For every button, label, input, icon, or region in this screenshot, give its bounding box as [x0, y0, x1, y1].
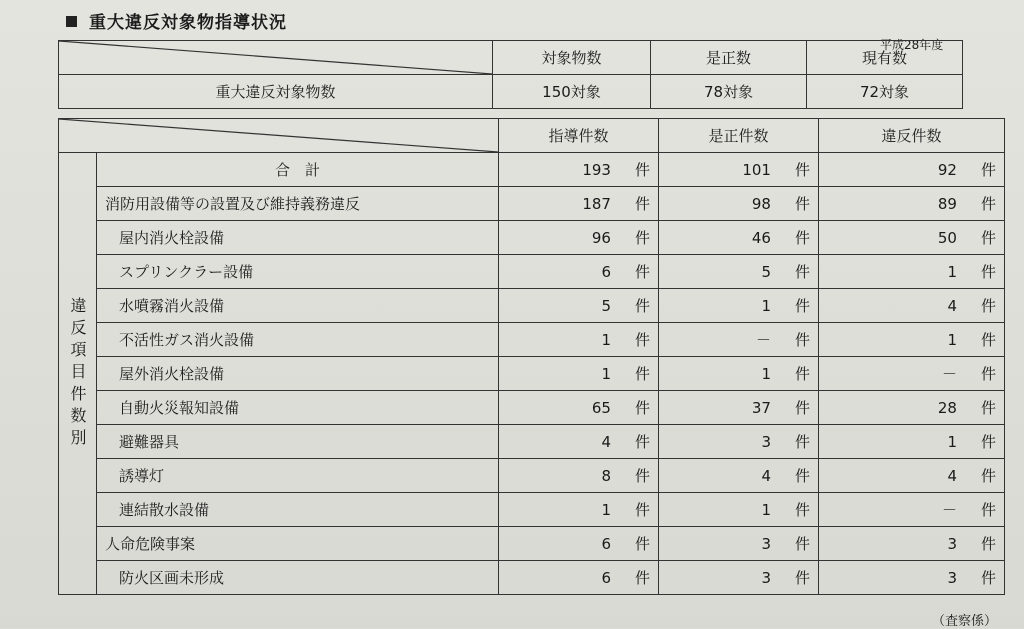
- summary-value: 78対象: [651, 75, 807, 109]
- item-label: 屋外消火栓設備: [97, 357, 499, 391]
- item-violations: － 件: [819, 493, 1005, 527]
- item-guidance: 5 件: [499, 289, 659, 323]
- group-label: 消防用設備等の設置及び維持義務違反: [97, 187, 499, 221]
- total-corrected: 101 件: [659, 153, 819, 187]
- summary-row-label: 重大違反対象物数: [59, 75, 493, 109]
- fire-compartment-label: 防火区画未形成: [97, 561, 499, 595]
- item-guidance: 8 件: [499, 459, 659, 493]
- item-label: 水噴霧消火設備: [97, 289, 499, 323]
- table-row: [59, 221, 1005, 255]
- table-row: [59, 323, 1005, 357]
- item-violations: － 件: [819, 357, 1005, 391]
- side-label: 違反項目件数別: [59, 153, 97, 595]
- violation-table: [58, 118, 1005, 595]
- fire-corrected: 3 件: [659, 561, 819, 595]
- item-guidance: 4 件: [499, 425, 659, 459]
- item-violations: 4 件: [819, 459, 1005, 493]
- table-row: [59, 255, 1005, 289]
- section-title: 重大違反対象物指導状況: [89, 13, 287, 33]
- item-corrected: 1 件: [659, 493, 819, 527]
- square-bullet-icon: [66, 16, 77, 27]
- item-corrected: 5 件: [659, 255, 819, 289]
- main-corner-cell: [59, 119, 499, 153]
- summary-header: 対象物数: [493, 41, 651, 75]
- total-violations: 92 件: [819, 153, 1005, 187]
- item-label: 自動火災報知設備: [97, 391, 499, 425]
- total-guidance: 193 件: [499, 153, 659, 187]
- fire-violations: 3 件: [819, 561, 1005, 595]
- fire-guidance: 6 件: [499, 561, 659, 595]
- fiscal-year: 平成28年度: [880, 38, 944, 52]
- item-guidance: 65 件: [499, 391, 659, 425]
- item-label: 屋内消火栓設備: [97, 221, 499, 255]
- item-corrected: 46 件: [659, 221, 819, 255]
- section-heading: [66, 8, 287, 33]
- item-corrected: － 件: [659, 323, 819, 357]
- item-guidance: 1 件: [499, 493, 659, 527]
- item-label: 避難器具: [97, 425, 499, 459]
- item-violations: 1 件: [819, 255, 1005, 289]
- item-violations: 1 件: [819, 425, 1005, 459]
- summary-table: [58, 40, 963, 109]
- summary-value: 72対象: [807, 75, 963, 109]
- life-danger-label: 人命危険事案: [97, 527, 499, 561]
- item-corrected: 3 件: [659, 425, 819, 459]
- life-violations: 3 件: [819, 527, 1005, 561]
- group-corrected: 98 件: [659, 187, 819, 221]
- group-violations: 89 件: [819, 187, 1005, 221]
- item-corrected: 1 件: [659, 357, 819, 391]
- table-row: [59, 493, 1005, 527]
- table-row: [59, 425, 1005, 459]
- summary-header: 現有数: [807, 41, 963, 75]
- item-label: 誘導灯: [97, 459, 499, 493]
- item-violations: 1 件: [819, 323, 1005, 357]
- item-guidance: 1 件: [499, 323, 659, 357]
- summary-value: 150対象: [493, 75, 651, 109]
- table-row: [59, 289, 1005, 323]
- item-label: 連結散水設備: [97, 493, 499, 527]
- main-header: 違反件数: [819, 119, 1005, 153]
- summary-corner-cell: [59, 41, 493, 75]
- item-guidance: 96 件: [499, 221, 659, 255]
- table-row: [59, 459, 1005, 493]
- item-label: 不活性ガス消火設備: [97, 323, 499, 357]
- item-guidance: 6 件: [499, 255, 659, 289]
- item-corrected: 1 件: [659, 289, 819, 323]
- life-corrected: 3 件: [659, 527, 819, 561]
- main-header: 是正件数: [659, 119, 819, 153]
- item-corrected: 37 件: [659, 391, 819, 425]
- item-label: スプリンクラー設備: [97, 255, 499, 289]
- table-row: [59, 357, 1005, 391]
- item-guidance: 1 件: [499, 357, 659, 391]
- life-guidance: 6 件: [499, 527, 659, 561]
- item-violations: 28 件: [819, 391, 1005, 425]
- item-violations: 4 件: [819, 289, 1005, 323]
- table-row: [59, 391, 1005, 425]
- group-guidance: 187 件: [499, 187, 659, 221]
- item-corrected: 4 件: [659, 459, 819, 493]
- summary-header: 是正数: [651, 41, 807, 75]
- item-violations: 50 件: [819, 221, 1005, 255]
- total-label: 合 計: [97, 153, 499, 187]
- main-header: 指導件数: [499, 119, 659, 153]
- footer-note: （査察係）: [932, 614, 998, 629]
